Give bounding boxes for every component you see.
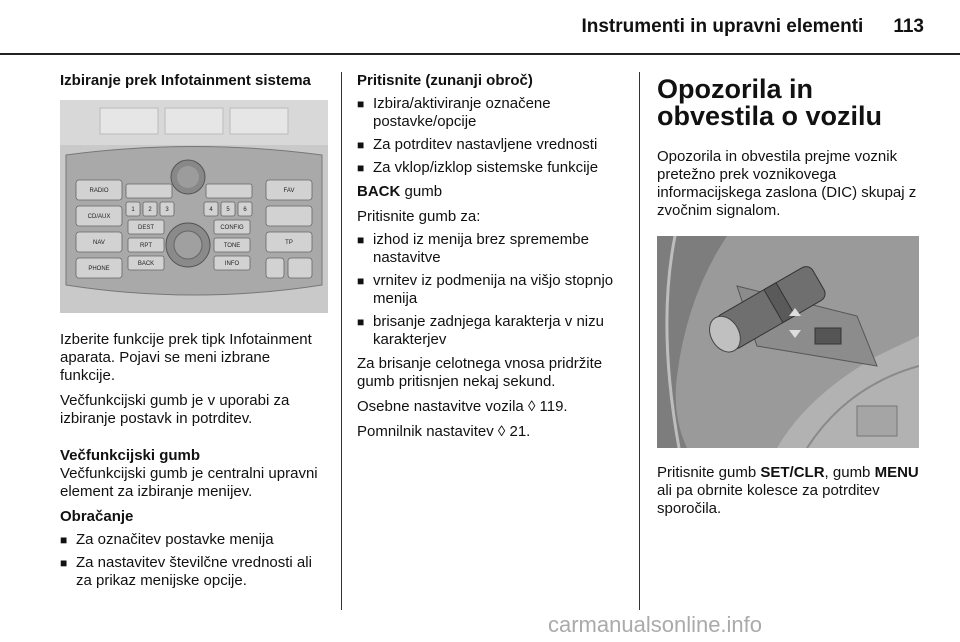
svg-text:1: 1 <box>131 207 135 213</box>
svg-text:TP: TP <box>285 240 293 246</box>
paragraph: Večfunkcijski gumb je centralni upravni element za izbiranje menijev. <box>60 465 318 500</box>
list-item: ■ vrnitev iz podmenija na višjo stopnjo menija <box>357 272 629 308</box>
bullet-list <box>357 95 629 177</box>
section-title: Opozorila in obvestila o vozilu <box>657 74 883 131</box>
column-2 <box>357 72 629 448</box>
column-3 <box>657 72 922 525</box>
header-title: Instrumenti in upravni elementi <box>581 16 864 37</box>
subheading-press-ring: Pritisnite (zunanji obroč) <box>357 72 533 89</box>
list-item: ■ Izbira/aktiviranje označene postavke/opcije <box>357 95 629 131</box>
column-divider <box>341 72 342 610</box>
svg-text:CONFIG: CONFIG <box>220 225 244 231</box>
menu-label: MENU <box>874 464 919 481</box>
svg-text:FAV: FAV <box>283 188 295 194</box>
column-divider <box>639 72 640 610</box>
bullet-list <box>357 231 629 349</box>
list-item: ■ brisanje zadnjega karakterja v nizu karakterjev <box>357 313 629 349</box>
bullet-list <box>60 531 328 590</box>
subheading-multifunction-knob: Večfunkcijski gumb <box>60 447 201 464</box>
list-item: ■ Za potrditev nastavljene vrednosti <box>357 136 629 154</box>
svg-text:2: 2 <box>148 207 152 213</box>
list-item: ■ Za vklop/izklop sistemske funkcije <box>357 159 629 177</box>
svg-text:NAV: NAV <box>93 240 105 246</box>
page-number: 113 <box>893 16 924 37</box>
svg-text:CD/AUX: CD/AUX <box>87 214 111 220</box>
svg-text:5: 5 <box>226 207 230 213</box>
svg-text:DEST: DEST <box>137 225 155 231</box>
list-item: ■ izhod iz menija brez spremembe nastavitve <box>357 231 629 267</box>
svg-text:TONE: TONE <box>223 243 241 249</box>
svg-text:3: 3 <box>165 207 169 213</box>
column-1 <box>60 72 328 596</box>
set-clr-label: SET/CLR <box>760 464 825 481</box>
paragraph: Izberite funkcije prek tipk Infotainment aparata. Pojavi se meni izbrane funkcije. <box>60 331 312 384</box>
paragraph: Večfunkcijski gumb je v uporabi za izbiranje postavk in potrditev. <box>60 392 290 427</box>
back-label: BACK <box>357 183 401 200</box>
cross-reference: Pomnilnik nastavitev ◊ 21. <box>357 423 531 440</box>
svg-text:RADIO: RADIO <box>89 188 109 194</box>
paragraph: Pritisnite gumb za: <box>357 208 481 225</box>
svg-text:PHONE: PHONE <box>88 266 110 272</box>
steering-stalk-image <box>657 236 919 448</box>
svg-text:INFO: INFO <box>224 261 240 267</box>
list-item: ■ Za nastavitev številčne vrednosti ali za prikaz menijske opcije. <box>60 554 328 590</box>
page-ref-link[interactable]: ◊ 119. <box>527 398 568 415</box>
paragraph: Opozorila in obvestila prejme voznik pretežno prek voznikovega informacijskega zaslona (DIC) skupaj z zvočnim signalom. <box>657 148 917 219</box>
header-rule <box>0 53 960 55</box>
svg-text:4: 4 <box>209 207 213 213</box>
subheading-turning: Obračanje <box>60 508 134 525</box>
page-ref-link[interactable]: ◊ 21. <box>497 423 531 440</box>
paragraph: Pritisnite gumb SET/CLR, gumb MENU ali pa obrnite kolesce za potrditev sporočila. <box>657 464 919 517</box>
back-button-line: BACK gumb <box>357 183 443 200</box>
svg-text:RPT: RPT <box>140 243 152 249</box>
infotainment-panel-image <box>60 100 328 313</box>
list-item: ■ Za označitev postavke menija <box>60 531 328 549</box>
paragraph: Za brisanje celotnega vnosa pridržite gumb pritisnjen nekaj sekund. <box>357 355 603 390</box>
page-header <box>581 16 924 38</box>
section-heading-infotainment: Izbiranje prek Infotainment sistema <box>60 72 311 89</box>
svg-text:BACK: BACK <box>137 261 155 267</box>
svg-text:6: 6 <box>243 207 247 213</box>
cross-reference: Osebne nastavitve vozila ◊ 119. <box>357 398 568 415</box>
watermark: carmanualsonline.info <box>548 612 763 637</box>
